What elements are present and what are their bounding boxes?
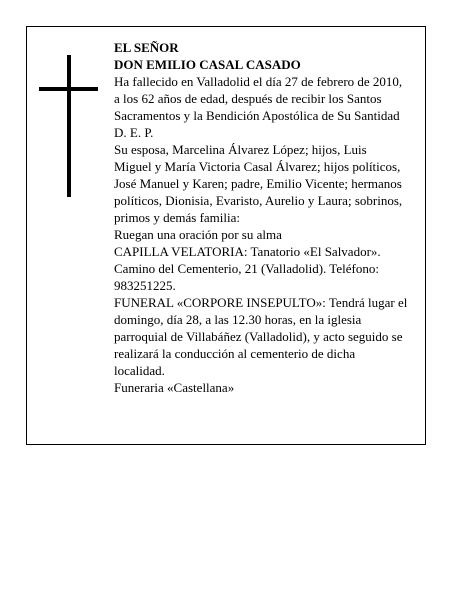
funeral-line: realizará la conducción al cementerio de dicha (114, 346, 356, 361)
death-announcement-line: Ha fallecido en Valladolid el día 27 de febrero de 2010, (114, 74, 403, 89)
wake-chapel-line: CAPILLA VELATORIA: Tanatorio «El Salvador». (114, 244, 381, 259)
prayer-request-line: Ruegan una oración por su alma (114, 227, 282, 242)
cross-icon-bar (39, 87, 98, 91)
obituary-text (114, 39, 426, 396)
funeral-line: FUNERAL «CORPORE INSEPULTO»: Tendrá lugar el (114, 295, 408, 310)
notice-heading: EL SEÑOR (114, 40, 179, 55)
funeral-line: domingo, día 28, a las 12.30 horas, en la iglesia (114, 312, 362, 327)
family-line: políticos, Dionisia, Evaristo, Aurelio y Laura; sobrinos, (114, 193, 403, 208)
funeral-home-line: Funeraria «Castellana» (114, 380, 235, 395)
obituary-notice (26, 26, 426, 445)
funeral-line: localidad. (114, 363, 165, 378)
family-line: Su esposa, Marcelina Álvarez López; hijos, Luis (114, 142, 367, 157)
cross-icon (67, 55, 71, 197)
deceased-name: DON EMILIO CASAL CASADO (114, 57, 301, 72)
family-line: José Manuel y Karen; padre, Emilio Vicente; hermanos (114, 176, 402, 191)
death-announcement-line: Sacramentos y la Bendición Apostólica de Su Santidad (114, 108, 400, 123)
family-line: Miguel y María Victoria Casal Álvarez; hijos políticos, (114, 159, 401, 174)
wake-chapel-line: 983251225. (114, 278, 176, 293)
rip-line: D. E. P. (114, 125, 154, 140)
family-line: primos y demás familia: (114, 210, 241, 225)
wake-chapel-line: Camino del Cementerio, 21 (Valladolid). Teléfono: (114, 261, 379, 276)
death-announcement-line: a los 62 años de edad, después de recibir los Santos (114, 91, 382, 106)
funeral-line: parroquial de Villabáñez (Valladolid), y acto seguido se (114, 329, 403, 344)
